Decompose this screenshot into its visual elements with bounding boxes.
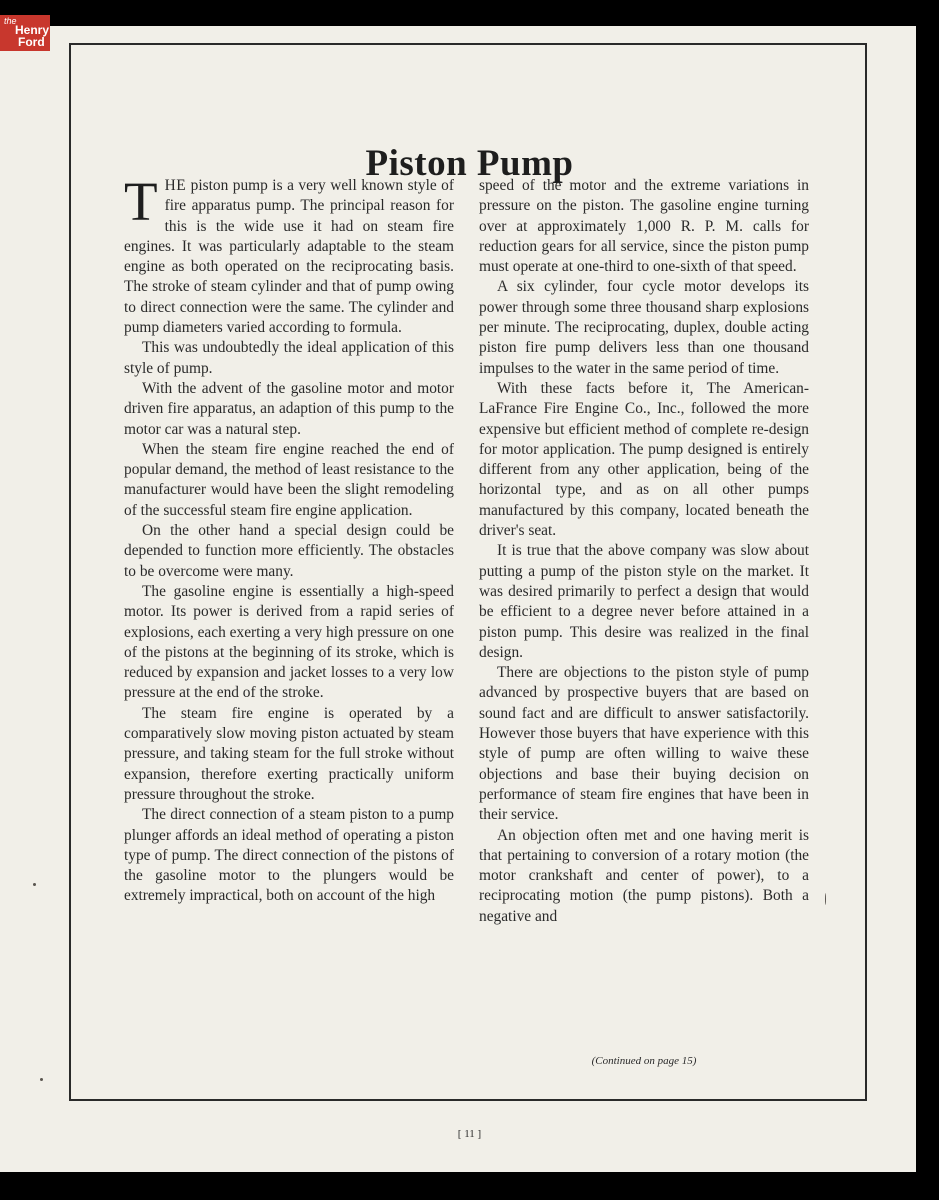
body-paragraph: It is true that the above company was slow about putting a pump of the piston style on the market. It was desired primarily to perfect a design that would be efficient to a degree never before attained in a piston pump. This desire was realized in the final design. [479,542,809,661]
body-paragraph: On the other hand a special design could be depended to function more efficiently. The obstacles to be overcome were many. [124,522,454,580]
continuation-paragraph: speed of the motor and the extreme variations in pressure on the piston. The gasoline engine turning over at approximately 1,000 R. P. M. calls for reduction gears for all service, since the piston pump must operate at one-third to one-sixth of that speed. [479,177,809,276]
continued-note: (Continued on page 15) [591,1055,697,1067]
page-number: [ 11 ] [457,1128,482,1140]
body-paragraph: There are objections to the piston style of pump advanced by prospective buyers that are based on sound fact and are difficult to answer satisfactorily. However those buyers that have experience with this style of pump are often willing to waive these objections and base their buying decision on performance of steam fire engines that have been in their service. [479,664,809,824]
logo-text-ford: Ford [18,35,45,49]
body-paragraph: When the steam fire engine reached the end of popular demand, the method of least resistance to the manufacturer would have been the slight remodeling of the successful steam fire engine application. [124,440,454,519]
first-paragraph-text: piston pump is a very well known style of fire apparatus pump. The principal reason for this is the wide use it had on steam fire engines. It was particularly adaptable to the steam engine as both operated on the reciprocating basis. The stroke of steam cylinder and that of pump owing to direct connection were the same. The cylinder and pump diameters varied according to formula. [124,177,454,337]
body-paragraph: An objection often met and one having merit is that pertaining to conversion of a rotary motion (the motor crankshaft and center of power), to a reciprocating motion (the pump pistons). Both a negative and [479,826,809,925]
body-paragraph: The direct connection of a steam piston to a pump plunger affords an ideal method of operating a piston type of pump. The direct connection of the pistons of the gasoline motor to the plungers would be extremely impractical, both on account of the high [124,806,454,905]
logo-text-the: the [4,16,17,26]
body-paragraph: A six cylinder, four cycle motor develops its power through some three thousand sharp explosions per minute. The reciprocating, duplex, double acting piston fire pump delivers less than one thousand impulses to the water in the same period of time. [479,278,809,377]
left-column [124,171,454,907]
article-title: Piston Pump [365,142,574,184]
paper-speck [825,893,826,905]
body-paragraph: The gasoline engine is essentially a high-speed motor. Its power is derived from a rapid series of explosions, each exerting a very high pressure on one of the pistons at the beginning of its stroke, which is reduced by expansion and jacket losses to a very low pressure at the end of the stroke. [124,582,454,702]
body-paragraph: This was undoubtedly the ideal application of this style of pump. [124,339,454,377]
first-paragraph [124,171,454,338]
body-paragraph: The steam fire engine is operated by a comparatively slow moving piston actuated by steam pressure, and taking steam for the full stroke without expansion, therefore exerting practically uniform pressure throughout the stroke. [124,704,454,803]
paper-speck [33,883,36,886]
right-column [479,176,809,927]
body-paragraph: With the advent of the gasoline motor and motor driven fire apparatus, an adaption of this pump to the motor car was a natural step. [124,379,454,438]
henry-ford-logo [0,15,50,51]
body-paragraph: With these facts before it, The American-LaFrance Fire Engine Co., Inc., followed the more expensive but efficient method of complete re-design for motor application. The pump designed is entirely different from any other application, being of the horizontal type, and as on all other pumps manufactured by this company, located beneath the driver's seat. [479,379,809,540]
paper-speck [40,1078,43,1081]
logo-text-henry: Henry [15,23,50,37]
first-word-smallcaps: HE [164,177,187,194]
drop-cap-letter: T [124,171,158,232]
